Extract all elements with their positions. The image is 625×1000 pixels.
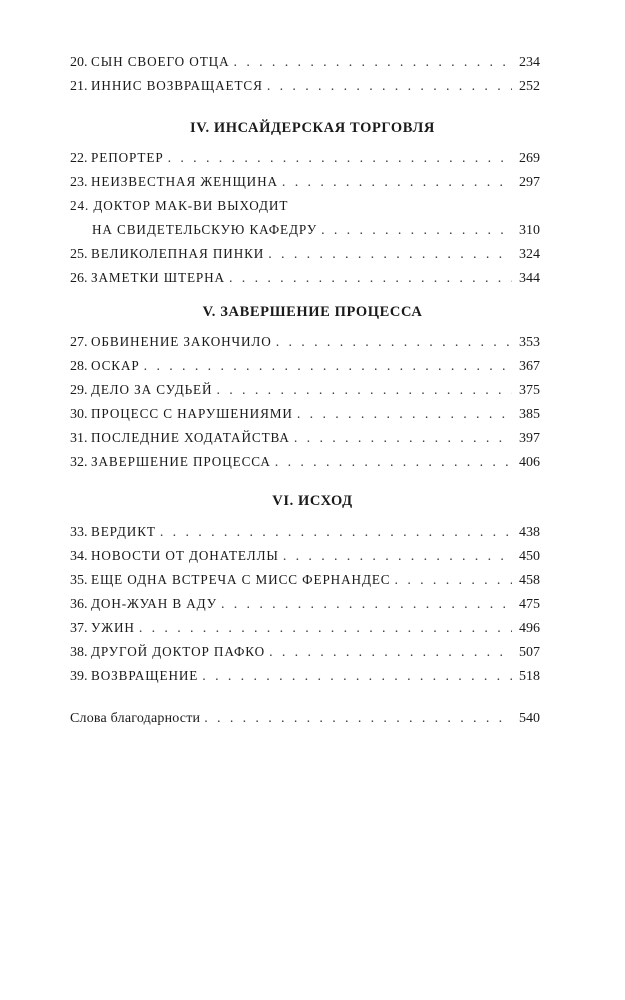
entry-number: 26. <box>70 271 88 286</box>
entry-page: 252 <box>519 79 540 94</box>
entry-title: ВЕЛИКОЛЕПНАЯ ПИНКИ <box>91 246 265 261</box>
entry-number: 39. <box>70 669 88 684</box>
part-heading-v: V. ЗАВЕРШЕНИЕ ПРОЦЕССА <box>202 304 423 320</box>
entry-title: ДЕЛО ЗА СУДЬЕЙ <box>91 382 213 397</box>
entry-number: 29. <box>70 383 88 398</box>
toc-section-v <box>70 330 540 474</box>
entry-number: 33. <box>70 525 88 540</box>
toc-entry-37[interactable] <box>70 616 540 640</box>
entry-title: ЗАВЕРШЕНИЕ ПРОЦЕССА <box>91 454 271 469</box>
entry-title: ПРОЦЕСС С НАРУШЕНИЯМИ <box>91 406 293 421</box>
entry-title: ИННИС ВОЗВРАЩАЕТСЯ <box>91 78 263 93</box>
entry-page: 496 <box>519 621 540 636</box>
entry-title: ВОЗВРАЩЕНИЕ <box>91 668 199 683</box>
entry-title: ОБВИНЕНИЕ ЗАКОНЧИЛО <box>91 334 272 349</box>
entry-title: Слова благодарности <box>70 711 201 726</box>
entry-title-line1: ДОКТОР МАК-ВИ ВЫХОДИТ <box>93 198 289 213</box>
entry-number: 38. <box>70 645 88 660</box>
dot-leader <box>202 665 512 689</box>
entry-number: 31. <box>70 431 88 446</box>
dot-leader <box>294 427 512 451</box>
entry-number: 34. <box>70 549 88 564</box>
dot-leader <box>268 243 512 267</box>
entry-page: 450 <box>519 549 540 564</box>
entry-page: 367 <box>519 359 540 374</box>
entry-page: 540 <box>519 711 540 726</box>
dot-leader <box>160 521 512 545</box>
dot-leader <box>267 75 512 99</box>
toc-entry-30[interactable] <box>70 402 540 426</box>
toc-entry-acknowledgements[interactable] <box>70 707 540 731</box>
entry-page: 310 <box>519 223 540 238</box>
toc-entry-24[interactable] <box>70 194 540 242</box>
dot-leader <box>297 403 512 427</box>
entry-number: 28. <box>70 359 88 374</box>
entry-number: 21. <box>70 79 88 94</box>
toc-entry-22[interactable] <box>70 146 540 170</box>
toc-entry-32[interactable] <box>70 450 540 474</box>
entry-title: ВЕРДИКТ <box>91 524 156 539</box>
entry-page: 385 <box>519 407 540 422</box>
toc-section-vi <box>70 520 540 688</box>
dot-leader <box>283 545 512 569</box>
dot-leader <box>234 51 512 75</box>
entry-number: 37. <box>70 621 88 636</box>
toc-entry-27[interactable] <box>70 330 540 354</box>
entry-number: 25. <box>70 247 88 262</box>
entry-title: НОВОСТИ ОТ ДОНАТЕЛЛЫ <box>91 548 279 563</box>
dot-leader <box>321 219 512 243</box>
toc-section-iv <box>70 146 540 290</box>
entry-page: 324 <box>519 247 540 262</box>
dot-leader <box>221 593 512 617</box>
entry-number: 22. <box>70 151 88 166</box>
entry-number: 35. <box>70 573 88 588</box>
entry-title: ДОН-ЖУАН В АДУ <box>91 596 217 611</box>
toc-entry-33[interactable] <box>70 520 540 544</box>
entry-page: 507 <box>519 645 540 660</box>
dot-leader <box>395 569 512 593</box>
entry-number: 20. <box>70 55 88 70</box>
dot-leader <box>275 451 512 475</box>
toc-entry-39[interactable] <box>70 664 540 688</box>
entry-page: 234 <box>519 55 540 70</box>
entry-number: 36. <box>70 597 88 612</box>
entry-page: 475 <box>519 597 540 612</box>
entry-page: 438 <box>519 525 540 540</box>
toc-entry-21[interactable] <box>70 74 540 98</box>
entry-title: РЕПОРТЕР <box>91 150 164 165</box>
dot-leader <box>168 147 512 171</box>
toc-entry-35[interactable] <box>70 568 540 592</box>
entry-page: 458 <box>519 573 540 588</box>
entry-title: УЖИН <box>91 620 135 635</box>
toc-entry-23[interactable] <box>70 170 540 194</box>
entry-page: 297 <box>519 175 540 190</box>
entry-page: 518 <box>519 669 540 684</box>
toc-section-acknowledgements <box>70 707 540 731</box>
dot-leader <box>229 267 512 291</box>
toc-entry-28[interactable] <box>70 354 540 378</box>
entry-title: ПОСЛЕДНИЕ ХОДАТАЙСТВА <box>91 430 290 445</box>
entry-page: 375 <box>519 383 540 398</box>
toc-entry-20[interactable] <box>70 50 540 74</box>
dot-leader <box>276 331 512 355</box>
toc-entry-38[interactable] <box>70 640 540 664</box>
entry-title: ОСКАР <box>91 358 140 373</box>
dot-leader <box>269 641 512 665</box>
dot-leader <box>216 379 512 403</box>
dot-leader <box>144 355 512 379</box>
entry-page: 269 <box>519 151 540 166</box>
entry-page: 344 <box>519 271 540 286</box>
dot-leader <box>282 171 512 195</box>
entry-number: 27. <box>70 335 88 350</box>
entry-title-line2: НА СВИДЕТЕЛЬСКУЮ КАФЕДРУ <box>92 222 318 237</box>
toc-entry-25[interactable] <box>70 242 540 266</box>
entry-number: 32. <box>70 455 88 470</box>
entry-title: ЕЩЕ ОДНА ВСТРЕЧА С МИСС ФЕРНАНДЕС <box>91 572 391 587</box>
entry-title: НЕИЗВЕСТНАЯ ЖЕНЩИНА <box>91 174 278 189</box>
toc-entry-31[interactable] <box>70 426 540 450</box>
dot-leader <box>204 707 512 731</box>
toc-section-continued <box>70 50 540 98</box>
toc-entry-29[interactable] <box>70 378 540 402</box>
entry-title: СЫН СВОЕГО ОТЦА <box>91 54 230 69</box>
entry-page: 397 <box>519 431 540 446</box>
entry-title: ДРУГОЙ ДОКТОР ПАФКО <box>91 644 266 659</box>
entry-number: 23. <box>70 175 88 190</box>
part-heading-iv: IV. ИНСАЙДЕРСКАЯ ТОРГОВЛЯ <box>190 120 435 136</box>
toc-entry-26[interactable] <box>70 266 540 290</box>
part-heading-vi: VI. ИСХОД <box>272 493 353 509</box>
entry-number: 24. <box>70 198 90 213</box>
entry-title: ЗАМЕТКИ ШТЕРНА <box>91 270 225 285</box>
toc-entry-36[interactable] <box>70 592 540 616</box>
entry-page: 353 <box>519 335 540 350</box>
dot-leader <box>139 617 512 641</box>
entry-page: 406 <box>519 455 540 470</box>
entry-number: 30. <box>70 407 88 422</box>
toc-entry-34[interactable] <box>70 544 540 568</box>
